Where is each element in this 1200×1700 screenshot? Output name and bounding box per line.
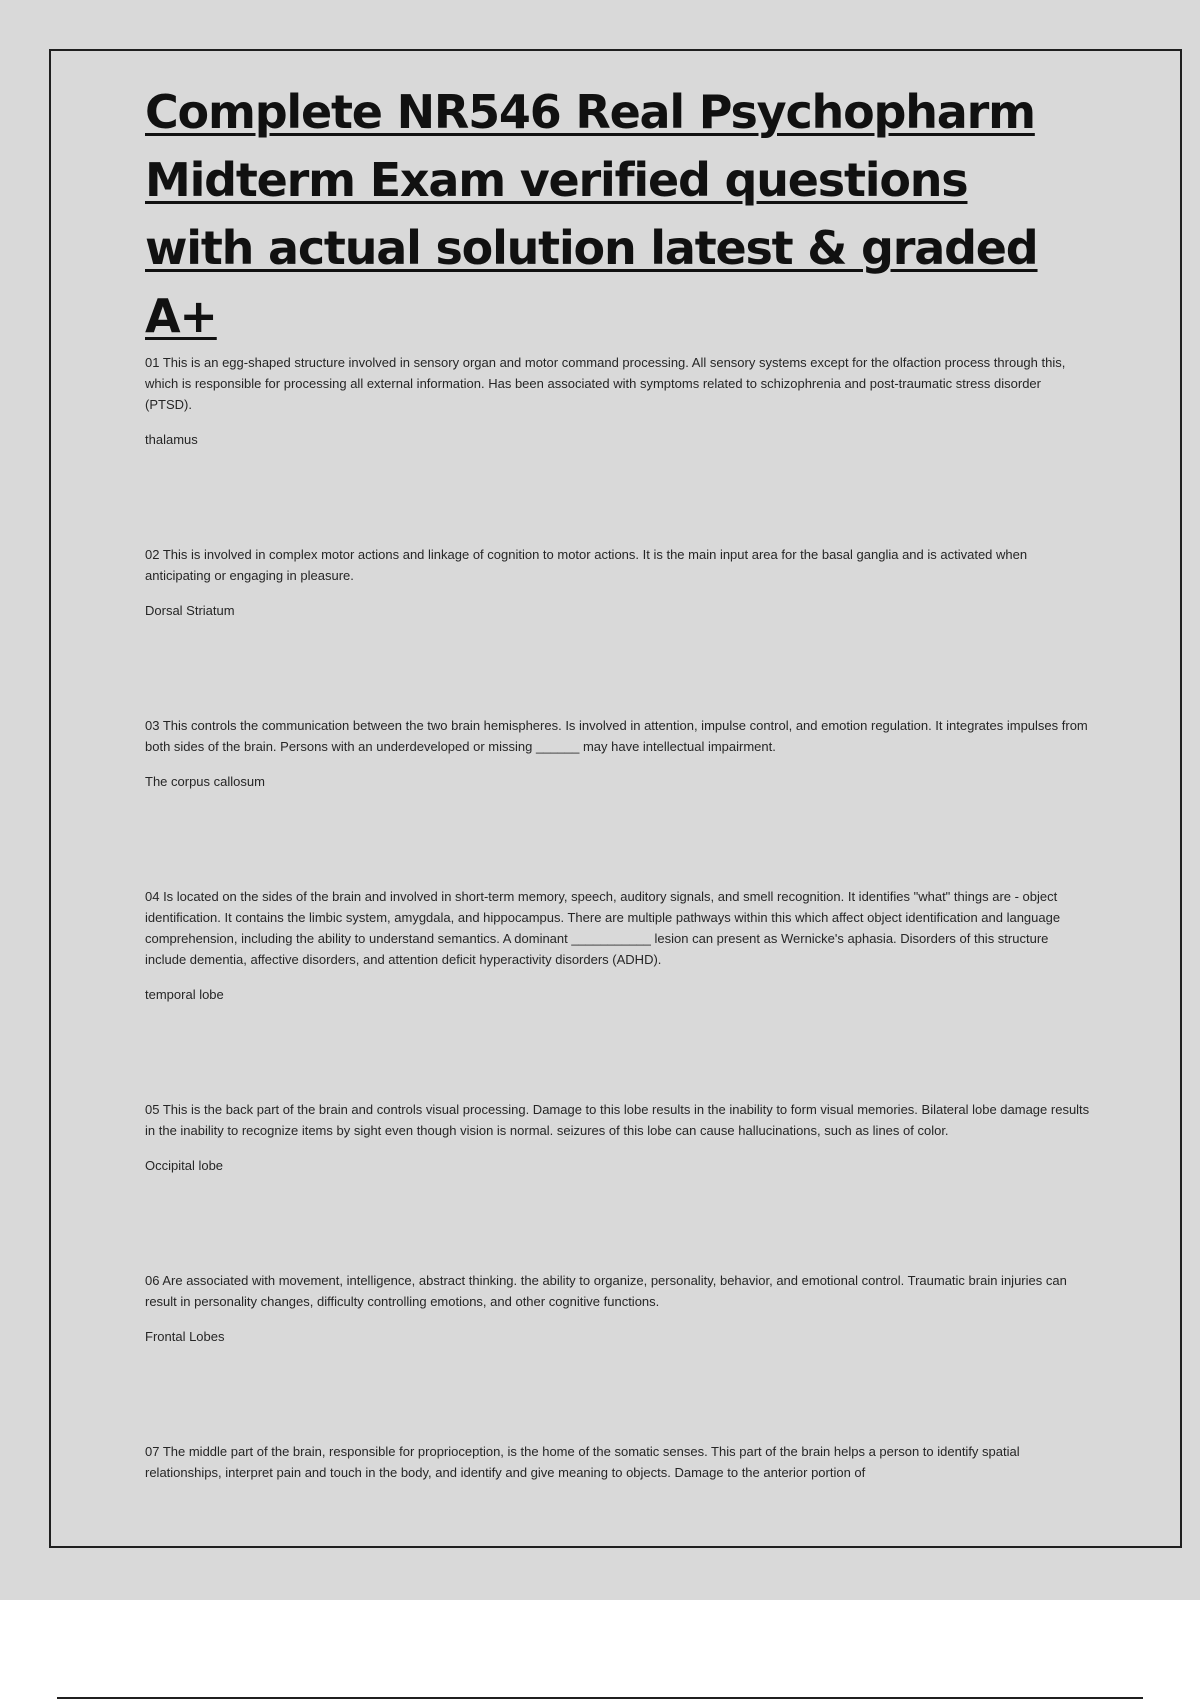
question-item: [145, 886, 1090, 1005]
question-item: [145, 1270, 1090, 1347]
question-text: 07 The middle part of the brain, responsible for proprioception, is the home of the somatic senses. This part of the brain helps a person to identify spatial relationships, interpret pain and touch in the body, and identify and give meaning to objects. Damage to the anterior portion of: [145, 1444, 1020, 1480]
answer-text: The corpus callosum: [145, 774, 265, 789]
answer-text: thalamus: [145, 432, 198, 447]
document-content: [145, 78, 1090, 1483]
question-text: 05 This is the back part of the brain and controls visual processing. Damage to this lobe results in the inability to form visual memories. Bilateral lobe damage results in the inability to recognize items by sight even though vision is normal. seizures of this lobe can cause hallucinations, such as lines of color.: [145, 1102, 1090, 1138]
question-text: 01 This is an egg-shaped structure involved in sensory organ and motor command processing. All sensory systems except for the olfaction process through this, which is responsible for processing all external information. Has been associated with symptoms related to schizophrenia and post-traumatic stress disorder (PTSD).: [145, 355, 1066, 412]
question-item: [145, 544, 1090, 621]
question-item: [145, 715, 1090, 792]
answer-text: Dorsal Striatum: [145, 603, 235, 618]
question-list: [145, 352, 1090, 1483]
question-text: 02 This is involved in complex motor actions and linkage of cognition to motor actions. It is the main input area for the basal ganglia and is activated when anticipating or engaging in pleasure.: [145, 547, 1028, 583]
document-title: Complete NR546 Real Psychopharm Midterm Exam verified questions with actual solution latest & graded A+: [145, 85, 1038, 343]
answer-text: Occipital lobe: [145, 1158, 224, 1173]
footer-rule: [57, 1697, 1143, 1699]
question-item: [145, 1099, 1090, 1176]
question-item: [145, 352, 1090, 450]
question-text: 06 Are associated with movement, intelligence, abstract thinking. the ability to organize, personality, behavior, and emotional control. Traumatic brain injuries can result in personality changes, difficulty controlling emotions, and other cognitive functions.: [145, 1273, 1067, 1309]
answer-text: Frontal Lobes: [145, 1329, 225, 1344]
question-item: [145, 1441, 1090, 1483]
question-text: 03 This controls the communication between the two brain hemispheres. Is involved in attention, impulse control, and emotion regulation. It integrates impulses from both sides of the brain. Persons with an underdeveloped or missing ______ may have intellectual impairment.: [145, 718, 1088, 754]
answer-text: temporal lobe: [145, 987, 224, 1002]
question-text: 04 Is located on the sides of the brain and involved in short-term memory, speech, auditory signals, and smell recognition. It identifies "what" things are - object identification. It contains the limbic system, amygdala, and hippocampus. There are multiple pathways within this which affect object identification and language comprehension, including the ability to understand semantics. A dominant ___________ lesion can present as Wernicke's aphasia. Disorders of this structure include dementia, affective disorders, and attention deficit hyperactivity disorders (ADHD).: [145, 889, 1061, 967]
